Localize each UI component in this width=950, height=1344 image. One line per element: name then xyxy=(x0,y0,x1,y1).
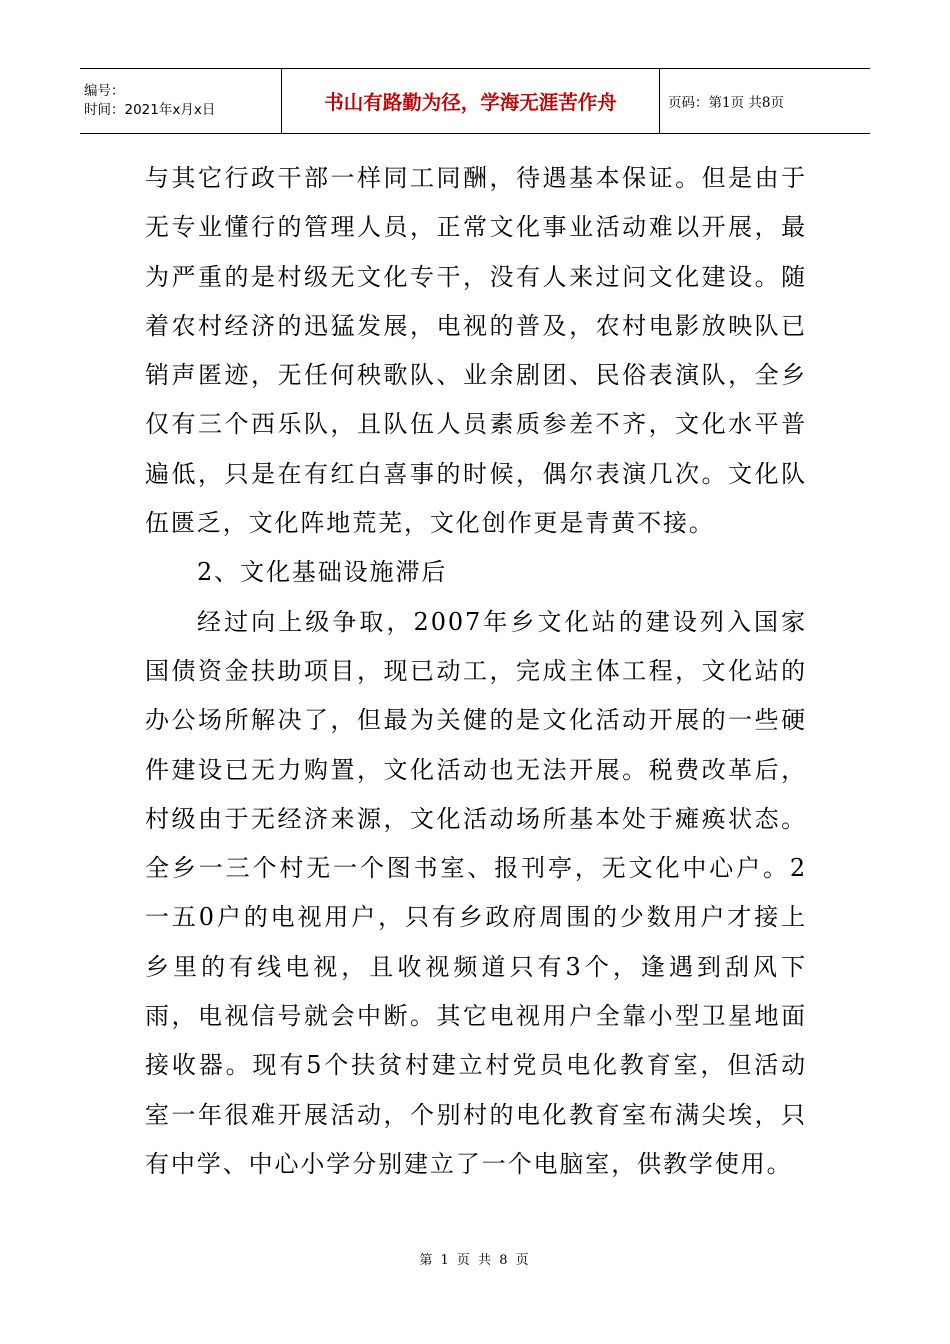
document-header xyxy=(80,68,870,134)
section-heading: 2、文化基础设施滞后 xyxy=(197,558,448,587)
header-motto xyxy=(282,69,660,133)
body-paragraph: 经过向上级争取，2007年乡文化站的建设列入国家国债资金扶助项目，现已动工，完成主体工程，文化站的办公场所解决了，但最为关健的是文化活动开展的一些硬件建设已无力购置，文化活动也无法开展。税费改革后，村级由于无经济来源，文化活动场所基本处于瘫痪状态。全乡一三个村无一个图书室、报刊亭，无文化中心户。2一五0户的电视用户，只有乡政府周围的少数用户才接上乡里的有线电视，且收视频道只有3个，逢遇到刮风下雨，电视信号就会中断。其它电视用户全靠小型卫星地面接收器。现有5个扶贫村建立村党员电化教育室，但活动室一年很难开展活动，个别村的电化教育室布满尖埃，只有中学、中心小学分别建立了一个电脑室，供教学使用。 xyxy=(145,607,807,1178)
body-paragraph: 与其它行政干部一样同工同酬，待遇基本保证。但是由于无专业懂行的管理人员，正常文化事业活动难以开展，最为严重的是村级无文化专干，没有人来过问文化建设。随着农村经济的迅猛发展，电视的普及，农村电影放映队已销声匿迹，无任何秧歌队、业余剧团、民俗表演队，全乡仅有三个西乐队，且队伍人员素质参差不齐，文化水平普遍低，只是在有红白喜事的时候，偶尔表演几次。文化队伍匮乏，文化阵地荒芜，文化创作更是青黄不接。 xyxy=(145,164,807,538)
header-page-info xyxy=(660,69,870,133)
footer-page-number: 第 1 页 共 8 页 xyxy=(419,1253,531,1268)
document-body xyxy=(145,154,807,1189)
header-meta xyxy=(80,69,282,133)
page-footer xyxy=(0,1249,950,1268)
page-info-text: 页码：第1页 共8页 xyxy=(668,95,784,111)
document-date: 时间：2021年x月x日 xyxy=(84,102,216,118)
document-code-label: 编号： xyxy=(84,83,125,99)
motto-text: 书山有路勤为径，学海无涯苦作舟 xyxy=(324,91,617,114)
